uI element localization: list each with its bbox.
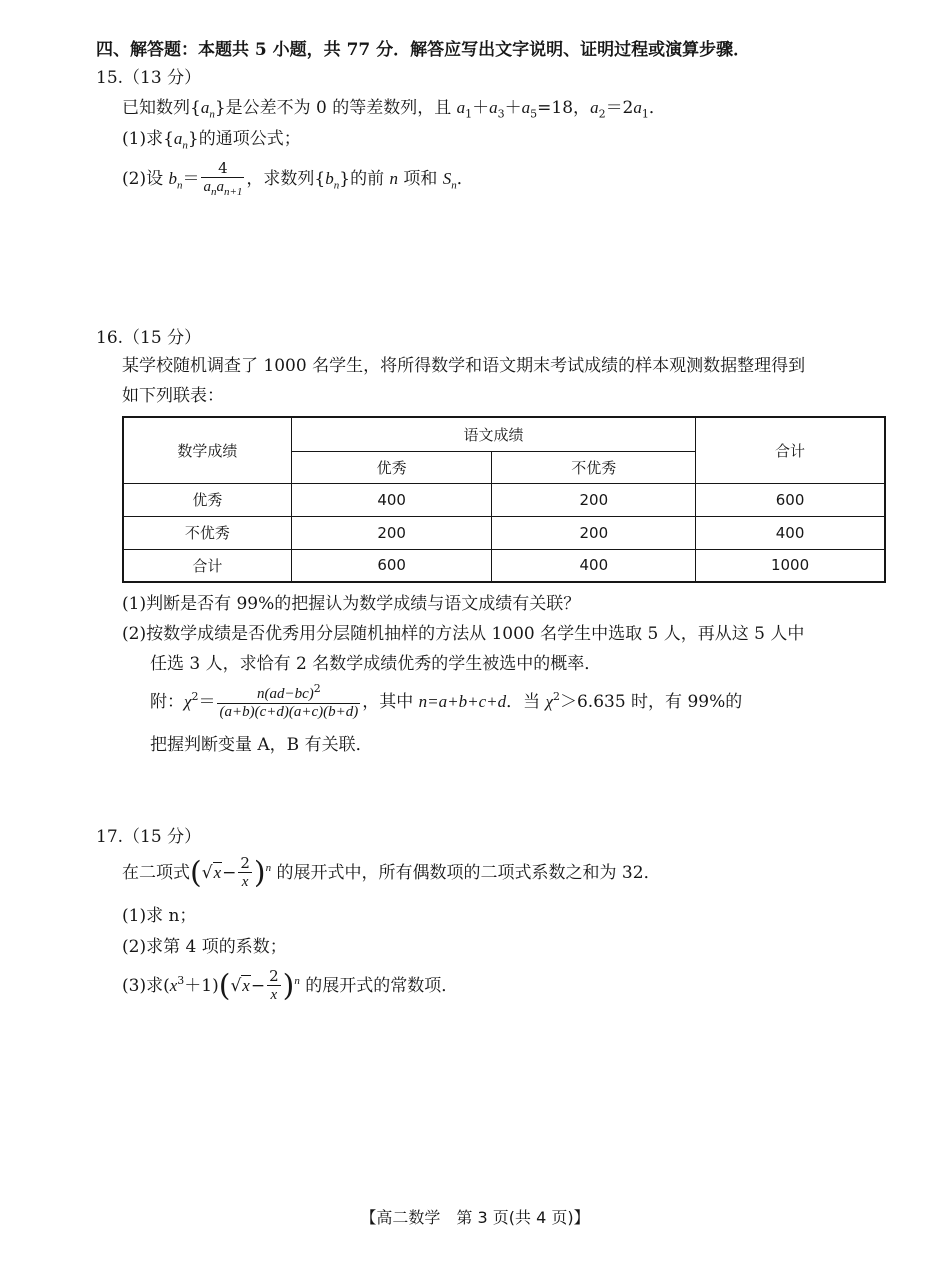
- q16-stem-line1: 某学校随机调查了 1000 名学生，将所得数学和语文期末考试成绩的样本观测数据整理得到: [122, 356, 806, 376]
- table-col-not-excellent: 不优秀: [492, 451, 696, 483]
- contingency-table: [122, 416, 886, 583]
- q16-part1: (1)判断是否有 99%的把握认为数学成绩与语文成绩有关联？: [122, 594, 581, 614]
- table-col-excellent: 优秀: [291, 451, 492, 483]
- q15-label: 15.（13 分）: [96, 68, 202, 88]
- table-col-total: 合计: [696, 417, 885, 483]
- chi-square-formula: $\frac{n(ad-bc)^2}{(a+b)(c+d)(a+c)(b+d)}$: [219, 682, 359, 721]
- q16-label: 16.（15 分）: [96, 328, 202, 348]
- q16-part2-line2: 任选 3 人，求恰有 2 名数学成绩优秀的学生被选中的概率．: [150, 654, 602, 674]
- q17-part3: (3)求$(x^3+1)(√x-$ $\frac{2}{x}$ )$^n$ 的展开式的常数项．: [122, 967, 459, 1004]
- q17-label: 17.（15 分）: [96, 827, 202, 847]
- table-row: 合计 600 400 1000: [123, 549, 885, 582]
- q17-stem: 在二项式(√x− $\frac{2}{x}$ )$^n$ 的展开式中，所有偶数项的二项式系数之和为 32．: [122, 854, 661, 891]
- q16-note: 附：$\chi^2=$ $\frac{n(ad-bc)^2}{(a+b)(c+d)(a+c)(b+d)}$ ，其中 n=a+b+c+d．当 $\chi^2>6.635$ 时，有 99%的: [150, 682, 743, 721]
- table-row: 优秀 400 200 600: [123, 483, 885, 516]
- q16-stem-line2: 如下列联表：: [122, 386, 224, 406]
- table-row: 不优秀 200 200 400: [123, 516, 885, 549]
- q15-part2: (2)设 $b_n=$ $\frac{4}{a_na_{n+1}}$ ，求数列$\{b_n\}$的前 n 项和 $S_n$．: [122, 159, 474, 199]
- q15-part1: (1)求$\{a_n\}$的通项公式；: [122, 129, 301, 152]
- q16-note-line2: 把握判断变量 A，B 有关联．: [150, 735, 373, 755]
- q15-stem: 已知数列$\{a_n\}$是公差不为 0 的等差数列，且 $a_1+a_3+a_5=18$，$a_2=2a_1$．: [122, 98, 666, 121]
- section-heading: 四、解答题：本题共 5 小题，共 77 分．解答应写出文字说明、证明过程或演算步骤．: [96, 40, 751, 60]
- q17-part2: (2)求第 4 项的系数；: [122, 937, 287, 957]
- table-row-header: 数学成绩: [123, 417, 291, 483]
- table-col-group: 语文成绩: [291, 417, 695, 451]
- page-footer: 【高二数学 第 3 页(共 4 页)】: [360, 1208, 590, 1227]
- q15-fraction: $\frac{4}{a_na_{n+1}}$: [203, 159, 243, 199]
- q16-part2-line1: (2)按数学成绩是否优秀用分层随机抽样的方法从 1000 名学生中选取 5 人，再从这 5 人中: [122, 624, 805, 644]
- q17-part1: (1)求 n；: [122, 906, 197, 926]
